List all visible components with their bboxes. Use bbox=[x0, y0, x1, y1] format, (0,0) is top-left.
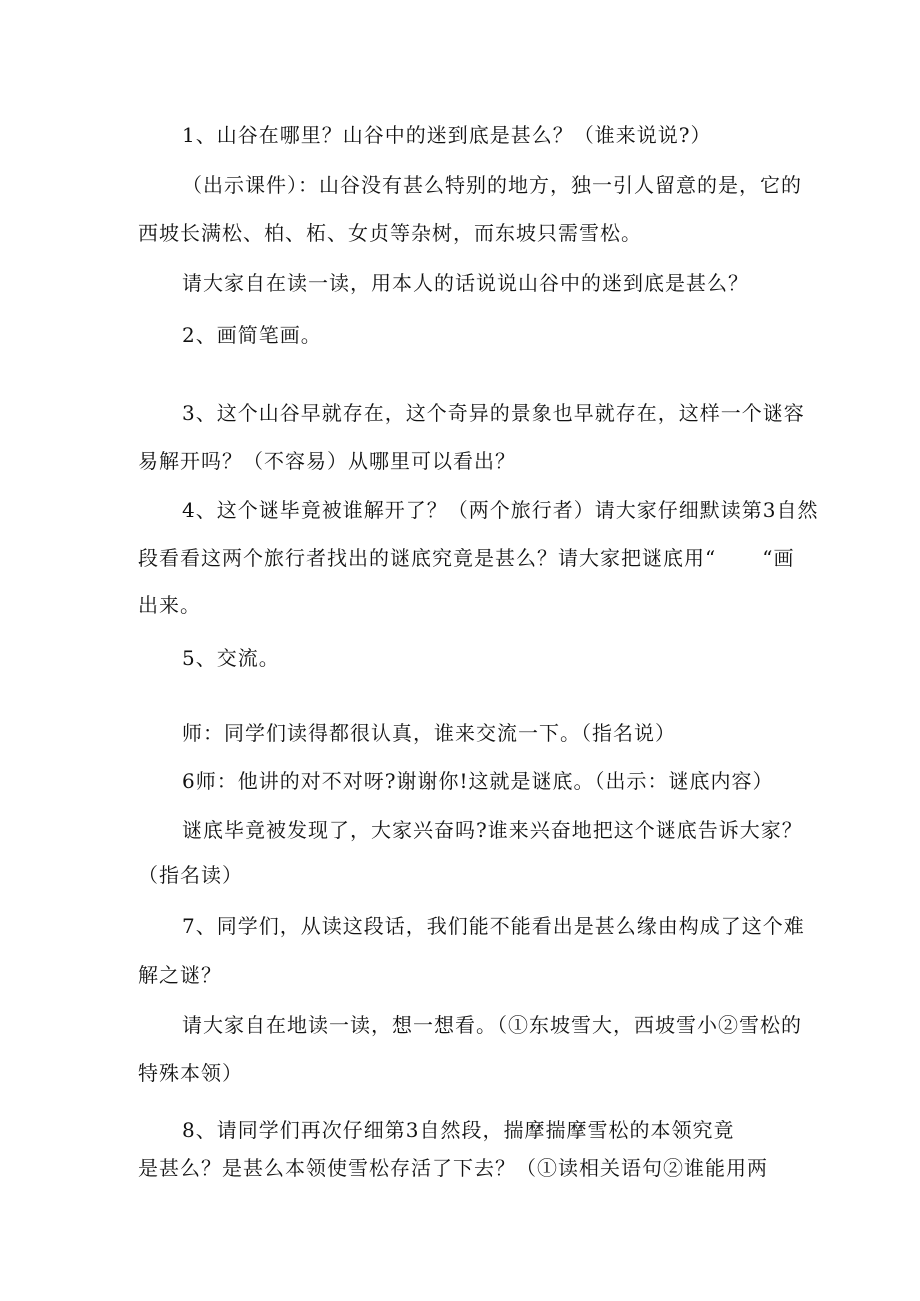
paragraph-line-17: 解之谜？ bbox=[138, 963, 222, 987]
paragraph-line-11: 5、交流。 bbox=[182, 646, 280, 670]
paragraph-line-18: 请大家自在地读一读，想一想看。（①东坡雪大，西坡雪小②雪松的 bbox=[182, 1013, 802, 1037]
paragraph-line-5: 2、画简笔画。 bbox=[182, 323, 322, 347]
paragraph-line-13: 6师：他讲的对不对呀?谢谢你!这就是谜底。（出示：谜底内容） bbox=[182, 769, 774, 793]
paragraph-line-16: 7、同学们，从读这段话，我们能不能看出是甚么缘由构成了这个难 bbox=[182, 914, 805, 938]
paragraph-line-21: 是甚么？是甚么本领使雪松存活了下去？（①读相关语句②谁能用两 bbox=[138, 1156, 768, 1180]
paragraph-line-14: 谜底毕竟被发现了，大家兴奋吗?谁来兴奋地把这个谜底告诉大家？ bbox=[182, 818, 803, 842]
paragraph-line-9-start: 段看看这两个旅行者找出的谜底究竟是甚么？请大家把谜底用“ bbox=[138, 546, 717, 570]
paragraph-line-1: 1、山谷在哪里？山谷中的迷到底是甚么？（谁来说说?） bbox=[182, 123, 712, 147]
paragraph-line-12: 师：同学们读得都很认真，谁来交流一下。（指名说） bbox=[182, 721, 676, 745]
paragraph-line-10: 出来。 bbox=[138, 593, 201, 617]
paragraph-line-9-end: “画 bbox=[762, 546, 795, 570]
paragraph-line-2: （出示课件）：山谷没有甚么特别的地方，独一引人留意的是，它的 bbox=[182, 173, 802, 197]
paragraph-line-19: 特殊本领） bbox=[138, 1061, 243, 1085]
paragraph-line-20: 8、请同学们再次仔细第3自然段，揣摩揣摩雪松的本领究竟 bbox=[182, 1118, 735, 1142]
paragraph-line-6: 3、这个山谷早就存在，这个奇异的景象也早就存在，这样一个谜容 bbox=[182, 401, 805, 425]
paragraph-line-3: 西坡长满松、柏、柘、女贞等杂树，而东坡只需雪松。 bbox=[138, 221, 642, 245]
paragraph-line-8: 4、这个谜毕竟被谁解开了？（两个旅行者）请大家仔细默读第3自然 bbox=[182, 498, 819, 522]
paragraph-line-9 bbox=[138, 545, 794, 571]
paragraph-line-7: 易解开吗？（不容易）从哪里可以看出？ bbox=[138, 449, 516, 473]
paragraph-line-4: 请大家自在读一读，用本人的话说说山谷中的迷到底是甚么？ bbox=[182, 271, 749, 295]
paragraph-line-15: （指名读） bbox=[138, 863, 243, 887]
